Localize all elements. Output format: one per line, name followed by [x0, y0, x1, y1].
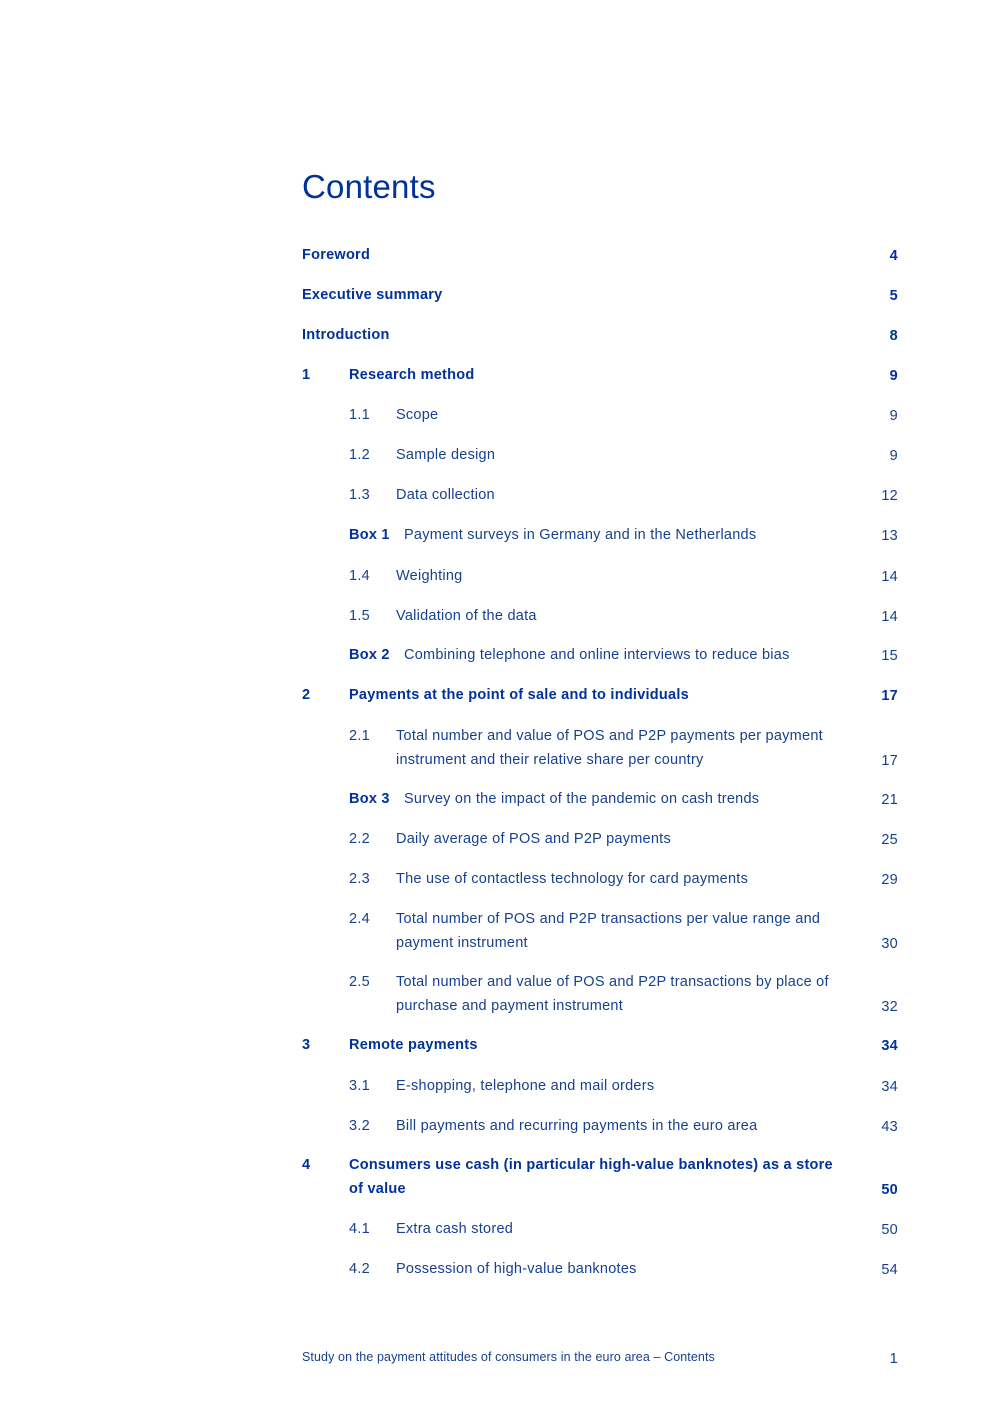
- toc-entry-section-4-1[interactable]: [302, 1218, 898, 1242]
- toc-entry-number: 1.3: [349, 487, 370, 503]
- toc-entry-title: Total number and value of POS and P2P transactions by place of purchase and payment instrument: [396, 974, 829, 1014]
- toc-entry-number: 2.4: [349, 911, 370, 927]
- toc-entry-title: Executive summary: [302, 287, 443, 303]
- toc-entry-page: 34: [881, 1037, 898, 1054]
- toc-entry-number: 1.5: [349, 608, 370, 624]
- toc-entry-box-3[interactable]: [302, 788, 898, 812]
- toc-entry-section-3-1[interactable]: [302, 1075, 898, 1099]
- toc-entry-chapter-3[interactable]: [302, 1034, 898, 1058]
- toc-entry-page: 9: [889, 447, 898, 464]
- toc-entry-number: 1.4: [349, 568, 370, 584]
- toc-entry-title: Data collection: [396, 487, 495, 503]
- toc-entry-box-label: Box 1: [349, 527, 390, 543]
- toc-entry-page: 21: [881, 791, 898, 808]
- toc-entry-title: Research method: [349, 367, 475, 383]
- toc-entry-number: 1.2: [349, 447, 370, 463]
- toc-entry-title: Foreword: [302, 247, 371, 263]
- toc-entry-number: 2.5: [349, 974, 370, 990]
- toc-entry-page: 32: [881, 998, 898, 1015]
- toc-entry-title: Introduction: [302, 327, 390, 343]
- toc-entry-title: Total number and value of POS and P2P payments per payment instrument and their relative share per country: [396, 728, 823, 768]
- toc-entry-title: The use of contactless technology for card payments: [396, 871, 749, 887]
- toc-entry-number: 1: [302, 367, 311, 383]
- toc-entry-page: 4: [889, 247, 898, 264]
- toc-entry-number: 3: [302, 1037, 311, 1053]
- toc-entry-foreword[interactable]: [302, 244, 898, 268]
- toc-entry-number: 2: [302, 687, 311, 703]
- toc-entry-number: 4.2: [349, 1261, 370, 1277]
- toc-entry-executive-summary[interactable]: [302, 284, 898, 308]
- toc-entry-section-4-2[interactable]: [302, 1258, 898, 1282]
- toc-entry-title: Payment surveys in Germany and in the Netherlands: [404, 527, 757, 543]
- toc-entry-section-2-4[interactable]: [302, 908, 898, 956]
- toc-entry-title: Extra cash stored: [396, 1221, 514, 1237]
- toc-entry-page: 13: [881, 527, 898, 544]
- toc-entry-title: Total number of POS and P2P transactions per value range and payment instrument: [396, 911, 821, 951]
- toc-entry-title: Sample design: [396, 447, 496, 463]
- toc-entry-section-1-2[interactable]: [302, 444, 898, 468]
- toc-entry-page: 34: [881, 1078, 898, 1095]
- toc-entry-page: 5: [889, 287, 898, 304]
- footer-text: Study on the payment attitudes of consumers in the euro area – Contents: [302, 1350, 715, 1364]
- toc-entry-chapter-2[interactable]: [302, 684, 898, 708]
- toc-entry-box-label: Box 2: [349, 647, 390, 663]
- toc-entry-page: 8: [889, 327, 898, 344]
- toc-entry-box-2[interactable]: [302, 644, 898, 668]
- toc-entry-page: 29: [881, 871, 898, 888]
- toc-entry-number: 1.1: [349, 407, 370, 423]
- toc-entry-number: 3.2: [349, 1118, 370, 1134]
- toc-entry-section-2-3[interactable]: [302, 868, 898, 892]
- toc-entry-title: Remote payments: [349, 1037, 478, 1053]
- toc-entry-title: Bill payments and recurring payments in the euro area: [396, 1118, 758, 1134]
- toc-entry-title: Combining telephone and online interviews to reduce bias: [404, 647, 790, 663]
- toc-entry-page: 50: [881, 1181, 898, 1198]
- toc-entry-number: 3.1: [349, 1078, 370, 1094]
- toc-entry-title: E-shopping, telephone and mail orders: [396, 1078, 655, 1094]
- toc-entry-box-label: Box 3: [349, 791, 390, 807]
- toc-entry-page: 43: [881, 1118, 898, 1135]
- toc-entry-section-1-1[interactable]: [302, 404, 898, 428]
- toc-entry-page: 30: [881, 935, 898, 952]
- toc-entry-title: Weighting: [396, 568, 463, 584]
- toc-entry-page: 15: [881, 647, 898, 664]
- toc-entry-page: 12: [881, 487, 898, 504]
- toc-entry-number: 4: [302, 1157, 311, 1173]
- toc-entry-box-1[interactable]: [302, 524, 898, 548]
- toc-entry-section-1-3[interactable]: [302, 484, 898, 508]
- toc-entry-page: 14: [881, 608, 898, 625]
- toc-entry-title: Daily average of POS and P2P payments: [396, 831, 671, 847]
- toc-entry-page: 17: [881, 752, 898, 769]
- toc-entry-section-1-4[interactable]: [302, 565, 898, 589]
- toc-entry-title: Possession of high-value banknotes: [396, 1261, 637, 1277]
- toc-entry-page: 14: [881, 568, 898, 585]
- toc-entry-title: Consumers use cash (in particular high-value banknotes) as a store of value: [349, 1157, 833, 1197]
- toc-entry-section-2-1[interactable]: [302, 725, 898, 773]
- toc-entry-page: 9: [889, 367, 898, 384]
- toc-entry-page: 9: [889, 407, 898, 424]
- toc-entry-page: 17: [881, 687, 898, 704]
- toc-entry-introduction[interactable]: [302, 324, 898, 348]
- footer-page-number: 1: [889, 1350, 898, 1367]
- toc-entry-number: 2.2: [349, 831, 370, 847]
- toc-entry-page: 25: [881, 831, 898, 848]
- toc-entry-title: Payments at the point of sale and to individuals: [349, 687, 689, 703]
- toc-entry-section-2-2[interactable]: [302, 828, 898, 852]
- page-title: Contents: [302, 168, 436, 205]
- toc-entry-page: 54: [881, 1261, 898, 1278]
- toc-entry-title: Validation of the data: [396, 608, 537, 624]
- toc-entry-chapter-4[interactable]: [302, 1154, 898, 1202]
- toc-entry-title: Scope: [396, 407, 439, 423]
- toc-entry-section-3-2[interactable]: [302, 1115, 898, 1139]
- toc-entry-number: 2.1: [349, 728, 370, 744]
- toc-entry-number: 2.3: [349, 871, 370, 887]
- toc-entry-page: 50: [881, 1221, 898, 1238]
- toc-entry-title: Survey on the impact of the pandemic on cash trends: [404, 791, 760, 807]
- toc-entry-section-1-5[interactable]: [302, 605, 898, 629]
- toc-entry-section-2-5[interactable]: [302, 971, 898, 1019]
- toc-entry-number: 4.1: [349, 1221, 370, 1237]
- toc-entry-chapter-1[interactable]: [302, 364, 898, 388]
